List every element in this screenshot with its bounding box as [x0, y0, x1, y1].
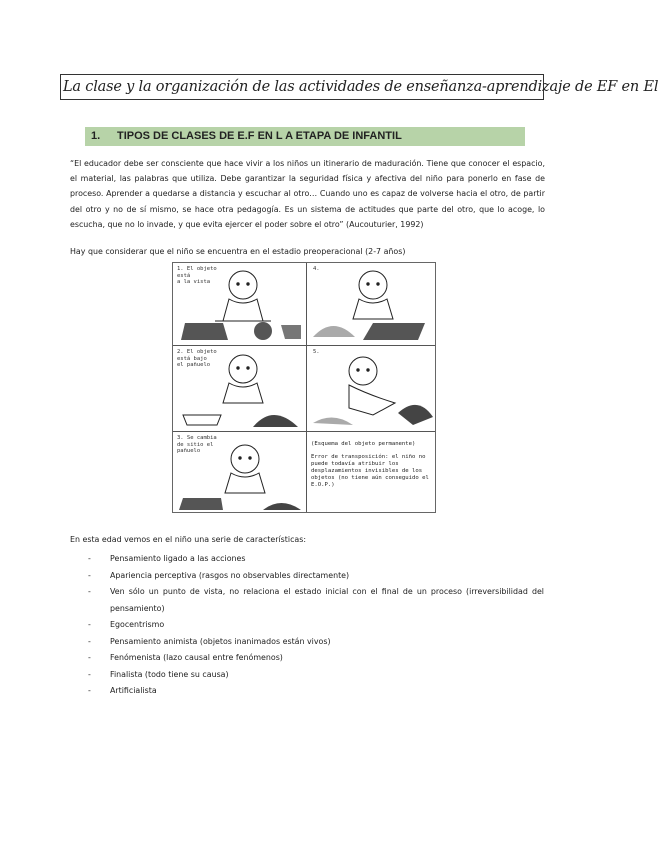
list-item: - Artificialista: [88, 683, 544, 700]
stage-characteristics-intro: En esta edad vemos en el niño una serie de características:: [70, 535, 307, 544]
baby-illustration-4: [353, 271, 393, 319]
object-permanence-figure: [172, 262, 436, 513]
list-item: - Finalista (todo tiene su causa): [88, 667, 544, 684]
figure-cell-4-label: 4.: [313, 266, 320, 272]
characteristics-list: [88, 551, 544, 700]
scheme-title: (Esquema del objeto permanente): [311, 441, 416, 447]
baby-illustration-1: [215, 271, 271, 321]
baby-illustration-3: [225, 445, 265, 493]
section-heading: [85, 127, 525, 146]
scheme-body: Error de transposición: el niño no puede todavía atribuir los desplazamientos invisibles de los objetos (no tiene aún conseguido el E.O.P.): [311, 454, 429, 488]
list-item: - Fenómenista (lazo causal entre fenómenos): [88, 650, 544, 667]
section-heading-text: TIPOS DE CLASES DE E.F EN L A ETAPA DE INFANTIL: [117, 130, 402, 142]
figure-cell-5-label: 5.: [313, 349, 320, 355]
figure-cell-3-label: 3. Se cambia de sitio el pañuelo: [177, 435, 217, 454]
list-item: - Apariencia perceptiva (rasgos no observables directamente): [88, 568, 544, 585]
document-title: La clase y la organización de las actividades de enseñanza-aprendizaje de EF en El: [60, 74, 544, 100]
section-number: 1.: [91, 130, 101, 142]
list-item: - Ven sólo un punto de vista, no relaciona el estado inicial con el final de un proceso (irreversibilidad del pensamiento): [88, 584, 544, 617]
quote-paragraph: “El educador debe ser consciente que hace vivir a los niños un itinerario de maduración. Tiene que conocer el espacio, el material, las palabras que utiliza. Debe garantizar la seguridad física y afectiva del niño para ponerlo en fase de proceso. Aprender a quedarse a distancia y escuchar al otro… Cuando uno es capaz de volverse hacia el otro, de partir del otro y no de sí mismo, se hace otra pedagogía. Es un sistema de actitudes que parte del otro, que lo acoge, lo escucha, que no lo invade, y que evita ejercer el poder sobre el otro” (Aucouturier, 1992): [70, 159, 545, 229]
list-item: - Pensamiento animista (objetos inanimados están vivos): [88, 634, 544, 651]
figure-cell-2-label: 2. El objeto está bajo el pañuelo: [177, 349, 217, 368]
list-item: - Egocentrismo: [88, 617, 544, 634]
baby-illustration-5: [349, 357, 395, 415]
intro-text: Hay que considerar que el niño se encuentra en el estadio preoperacional (2-7 años): [70, 247, 406, 256]
baby-illustration-2: [223, 355, 263, 403]
figure-cell-1-label: 1. El objeto está a la vista: [177, 266, 217, 285]
baby-illustrations: [173, 263, 435, 512]
list-item: - Pensamiento ligado a las acciones: [88, 551, 544, 568]
